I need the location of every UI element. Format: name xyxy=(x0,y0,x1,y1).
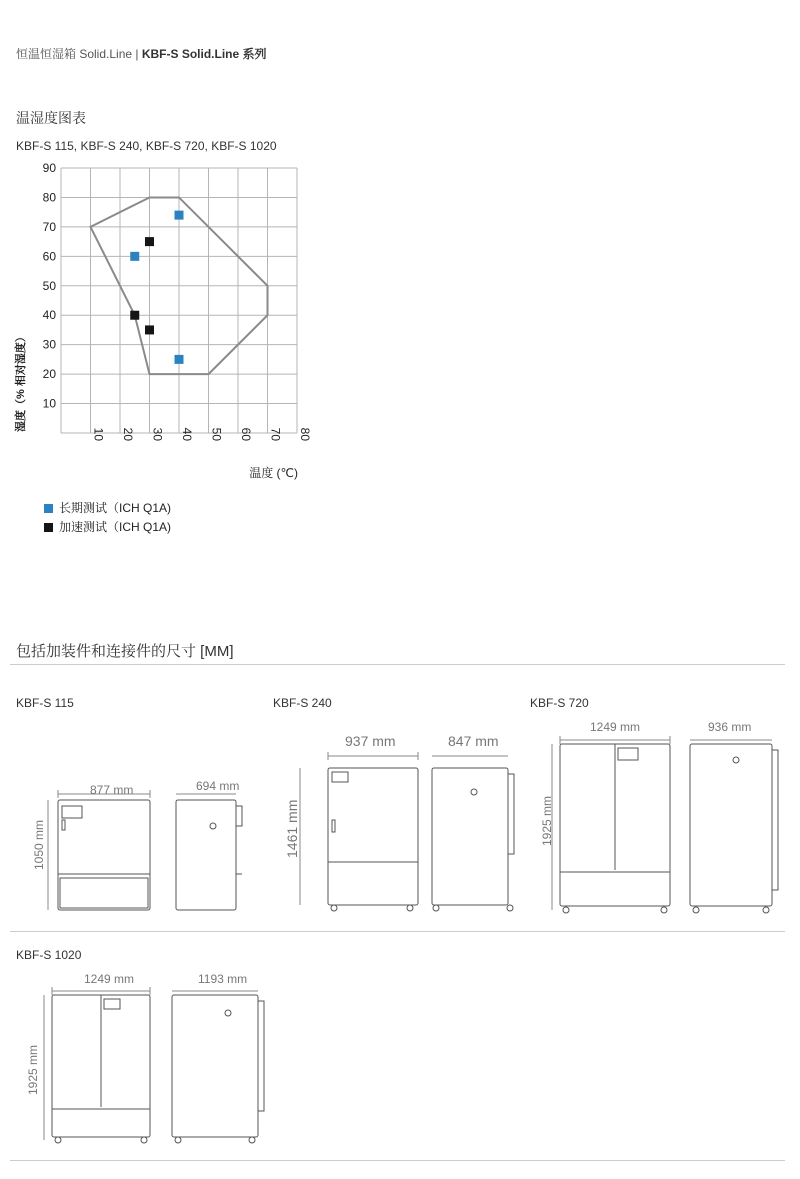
legend-item-accelerated xyxy=(44,518,171,535)
drawing-kbf-s-240 xyxy=(260,730,530,920)
y-tick-label: 10 xyxy=(42,396,56,411)
x-axis-label: 温度 (℃) xyxy=(249,466,298,480)
dim-height-240: 1461 mm xyxy=(284,799,300,858)
data-point-long-term xyxy=(130,252,139,261)
x-tick-label: 50 xyxy=(209,427,224,441)
section-title-dimensions: 包括加装件和连接件的尺寸 [MM] xyxy=(16,643,234,660)
legend-swatch-black xyxy=(44,523,53,532)
x-tick-labels xyxy=(92,428,313,442)
dim-height-115: 1050 mm xyxy=(32,819,46,870)
x-tick-label: 10 xyxy=(91,427,106,441)
divider xyxy=(10,931,785,932)
model-label-720: KBF-S 720 xyxy=(530,696,589,710)
dim-height-1020: 1925 mm xyxy=(26,1044,40,1095)
x-tick-label: 30 xyxy=(150,427,165,441)
data-points xyxy=(130,211,183,364)
data-point-long-term xyxy=(175,211,184,220)
page-header xyxy=(16,45,267,62)
y-tick-labels xyxy=(43,161,57,411)
model-label-115: KBF-S 115 xyxy=(16,696,74,710)
header-plain: 恒温恒湿箱 Solid.Line | xyxy=(16,47,142,61)
divider xyxy=(10,664,785,665)
y-tick-label: 50 xyxy=(42,278,56,293)
x-tick-label: 80 xyxy=(298,427,312,441)
y-tick-label: 80 xyxy=(42,190,56,205)
header-bold: KBF-S Solid.Line 系列 xyxy=(141,47,267,61)
y-tick-label: 30 xyxy=(42,337,56,352)
dim-height-720: 1925 mm xyxy=(540,795,554,846)
dim-depth-1020: 1193 mm xyxy=(198,972,248,986)
dim-depth-240: 847 mm xyxy=(448,733,499,749)
y-tick-label: 60 xyxy=(42,249,56,264)
data-point-accelerated xyxy=(145,237,154,246)
legend-swatch-blue xyxy=(44,504,53,513)
legend-label-accelerated: 加速测试（ICH Q1A) xyxy=(59,520,172,534)
x-tick-label: 70 xyxy=(268,427,283,441)
divider xyxy=(10,1160,785,1161)
chart-grid xyxy=(61,168,297,433)
dim-width-115: 877 mm xyxy=(90,783,134,797)
dim-depth-720: 936 mm xyxy=(708,720,752,734)
dim-depth-115: 694 mm xyxy=(196,779,240,793)
y-tick-label: 20 xyxy=(42,367,56,382)
model-label-1020: KBF-S 1020 xyxy=(16,948,82,962)
data-point-accelerated xyxy=(130,311,139,320)
drawing-kbf-s-1020 xyxy=(0,975,280,1150)
y-axis-label: 湿度（% 相对湿度） xyxy=(15,331,27,432)
model-label-240: KBF-S 240 xyxy=(273,696,332,710)
y-tick-label: 90 xyxy=(42,161,56,175)
y-tick-label: 70 xyxy=(42,219,56,234)
data-point-long-term xyxy=(175,355,184,364)
data-point-accelerated xyxy=(145,325,154,334)
legend-label-long-term: 长期测试（ICH Q1A) xyxy=(59,501,172,515)
section-title-chart: 温湿度图表 xyxy=(16,110,86,126)
dim-width-1020: 1249 mm xyxy=(84,972,135,986)
drawing-kbf-s-720 xyxy=(530,730,790,920)
x-tick-label: 60 xyxy=(239,427,253,441)
x-tick-label: 20 xyxy=(121,427,135,441)
humidity-temperature-chart xyxy=(0,150,330,490)
dim-width-240: 937 mm xyxy=(345,733,396,749)
x-tick-label: 40 xyxy=(180,427,194,441)
chart-models: KBF-S 115, KBF-S 240, KBF-S 720, KBF-S 1020 xyxy=(16,139,277,153)
dim-width-720: 1249 mm xyxy=(590,720,641,734)
y-tick-label: 40 xyxy=(42,308,56,323)
legend-item-long-term xyxy=(44,499,171,516)
